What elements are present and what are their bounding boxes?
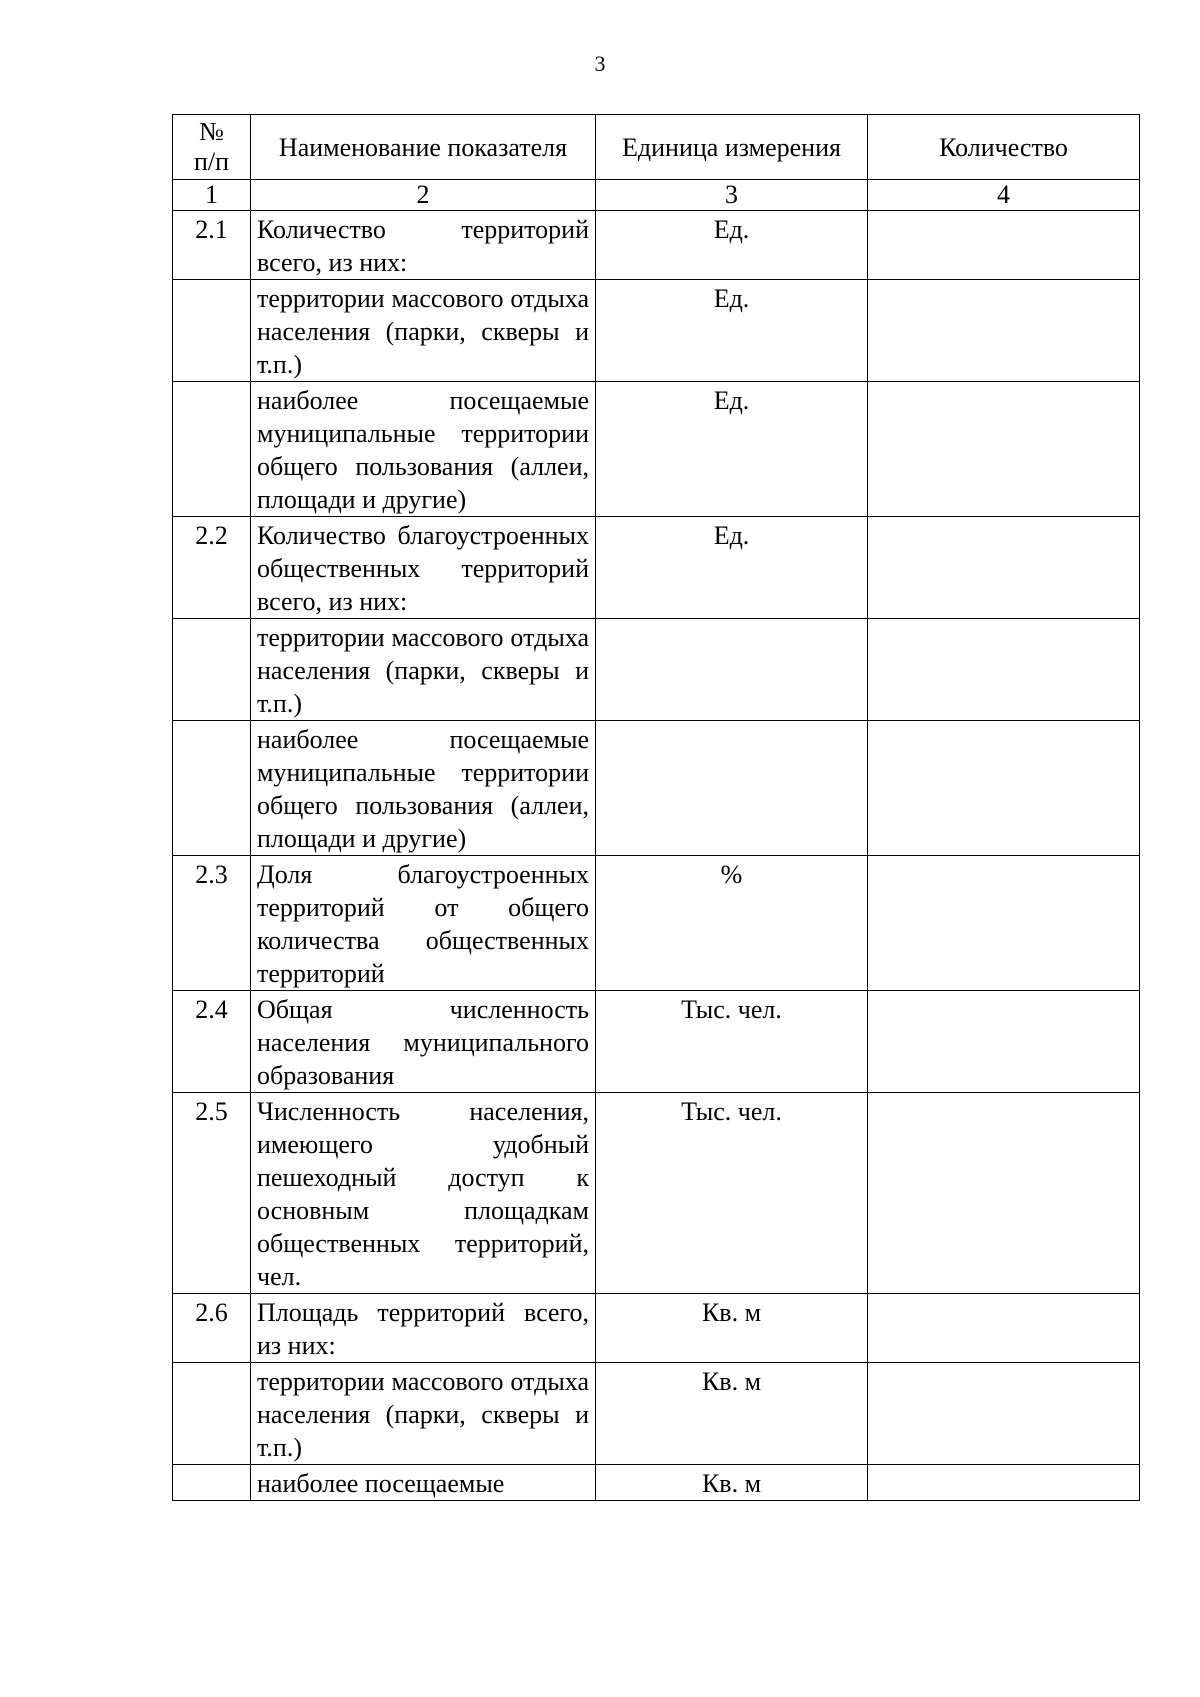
- quantity-cell: [868, 1465, 1140, 1501]
- unit-cell: [596, 619, 868, 721]
- header-unit: Единица измерения: [596, 115, 868, 180]
- row-number: [173, 1465, 251, 1501]
- unit-cell: [596, 721, 868, 856]
- table-row: [173, 721, 1140, 856]
- table-row: [173, 211, 1140, 280]
- quantity-cell: [868, 1093, 1140, 1294]
- indicator-name: территории массового отдыха населения (парки, скверы и т.п.): [251, 619, 596, 721]
- indicator-name: наиболее посещаемые муниципальные территории общего пользования (аллеи, площади и другие): [251, 382, 596, 517]
- header-indicator-name: Наименование показателя: [251, 115, 596, 180]
- row-number: 2.1: [173, 211, 251, 280]
- column-number: 3: [596, 180, 868, 211]
- indicator-name: Общая численность населения муниципального образования: [251, 991, 596, 1093]
- row-number: 2.6: [173, 1294, 251, 1363]
- indicator-name: территории массового отдыха населения (парки, скверы и т.п.): [251, 1363, 596, 1465]
- row-number: [173, 1363, 251, 1465]
- table-row: [173, 991, 1140, 1093]
- table-row: [173, 1093, 1140, 1294]
- indicator-name: наиболее посещаемые: [251, 1465, 596, 1501]
- indicator-name: Численность населения, имеющего удобный пешеходный доступ к основным площадкам общественных территорий, чел.: [251, 1093, 596, 1294]
- table-header-row: [173, 115, 1140, 180]
- table-row: [173, 1294, 1140, 1363]
- row-number: [173, 721, 251, 856]
- column-numbers-row: [173, 180, 1140, 211]
- column-number: 1: [173, 180, 251, 211]
- quantity-cell: [868, 856, 1140, 991]
- row-number: 2.5: [173, 1093, 251, 1294]
- column-number: 4: [868, 180, 1140, 211]
- quantity-cell: [868, 211, 1140, 280]
- row-number: [173, 619, 251, 721]
- page-number: 3: [594, 51, 606, 76]
- table-row: [173, 280, 1140, 382]
- table-row: [173, 1363, 1140, 1465]
- quantity-cell: [868, 517, 1140, 619]
- row-number: [173, 382, 251, 517]
- quantity-cell: [868, 619, 1140, 721]
- column-number: 2: [251, 180, 596, 211]
- quantity-cell: [868, 991, 1140, 1093]
- table-row: [173, 517, 1140, 619]
- header-number-symbol: №: [199, 117, 224, 146]
- unit-cell: Ед.: [596, 280, 868, 382]
- table-row: [173, 856, 1140, 991]
- unit-cell: %: [596, 856, 868, 991]
- header-number-abbr: п/п: [193, 147, 230, 176]
- indicator-name: наиболее посещаемые муниципальные территории общего пользования (аллеи, площади и другие): [251, 721, 596, 856]
- table-row: [173, 1465, 1140, 1501]
- quantity-cell: [868, 1294, 1140, 1363]
- indicator-name: Площадь территорий всего, из них:: [251, 1294, 596, 1363]
- table-row: [173, 619, 1140, 721]
- unit-cell: Ед.: [596, 382, 868, 517]
- unit-cell: Ед.: [596, 211, 868, 280]
- table-row: [173, 382, 1140, 517]
- unit-cell: Кв. м: [596, 1363, 868, 1465]
- indicator-name: Количество территорий всего, из них:: [251, 211, 596, 280]
- indicator-name: территории массового отдыха населения (парки, скверы и т.п.): [251, 280, 596, 382]
- row-number: [173, 280, 251, 382]
- indicators-table: [172, 114, 1140, 1501]
- unit-cell: Кв. м: [596, 1465, 868, 1501]
- unit-cell: Кв. м: [596, 1294, 868, 1363]
- quantity-cell: [868, 280, 1140, 382]
- unit-cell: Ед.: [596, 517, 868, 619]
- row-number: 2.2: [173, 517, 251, 619]
- indicator-name: Доля благоустроенных территорий от общего количества общественных территорий: [251, 856, 596, 991]
- quantity-cell: [868, 1363, 1140, 1465]
- header-quantity: Количество: [868, 115, 1140, 180]
- unit-cell: Тыс. чел.: [596, 1093, 868, 1294]
- header-number: [173, 115, 251, 180]
- quantity-cell: [868, 721, 1140, 856]
- row-number: 2.3: [173, 856, 251, 991]
- unit-cell: Тыс. чел.: [596, 991, 868, 1093]
- quantity-cell: [868, 382, 1140, 517]
- indicator-name: Количество благоустроенных общественных территорий всего, из них:: [251, 517, 596, 619]
- row-number: 2.4: [173, 991, 251, 1093]
